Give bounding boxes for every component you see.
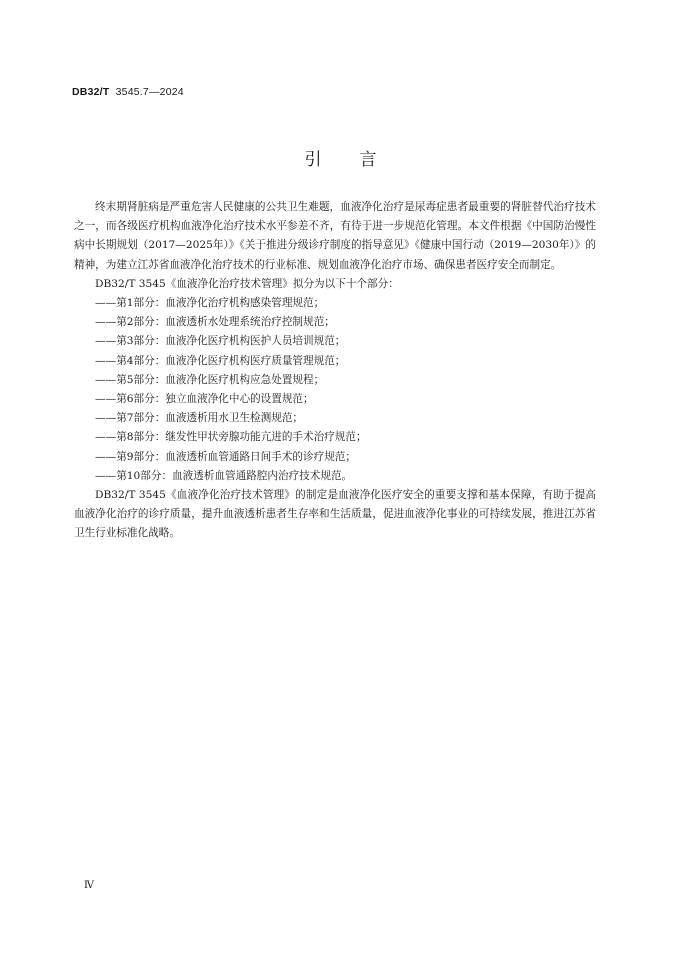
standard-code-prefix: DB32/T	[72, 86, 110, 98]
list-item-part-8: ——第8部分：继发性甲状旁腺功能亢进的手术治疗规范；	[95, 431, 367, 444]
list-item-part-6: ——第6部分：独立血液净化中心的设置规范；	[95, 393, 314, 406]
closing-paragraph: DB32/T 3545《血液净化治疗技术管理》的制定是血液净化医疗安全的重要支撑和基本保障，有助于提高血液净化治疗的诊疗质量，提升血液透析患者生存率和生活质量，促进血液净化事业的可持续发展，推进江苏省卫生行业标准化战略。	[74, 489, 596, 540]
page-number: Ⅳ	[84, 880, 94, 891]
list-item-part-4: ——第4部分：血液净化医疗机构医疗质量管理规范；	[95, 354, 346, 367]
list-item-part-5: ——第5部分：血液净化医疗机构应急处置规程；	[95, 373, 325, 386]
parts-intro-paragraph: DB32/T 3545《血液净化治疗技术管理》拟分为以下十个部分：	[95, 277, 399, 290]
standard-code-number: 3545.7—2024	[115, 86, 184, 98]
parts-list	[74, 294, 596, 486]
standard-code-header	[72, 86, 184, 98]
list-item-part-1: ——第1部分：血液净化治疗机构感染管理规范；	[95, 297, 325, 310]
intro-paragraph: 终末期肾脏病是严重危害人民健康的公共卫生难题，血液净化治疗是尿毒症患者最重要的肾脏替代治疗技术之一，而各级医疗机构血液净化治疗技术水平参差不齐，有待于进一步规范化管理。本文件根据《中国防治慢性病中长期规划（2017—2025年）》《关于推进分级诊疗制度的指导意见》《健康中国行动（2019—2030年）》的精神，为建立江苏省血液净化治疗技术的行业标准、规划血液净化治疗市场、确保患者医疗安全而制定。	[74, 201, 596, 271]
list-item-part-10: ——第10部分：血液透析血管通路腔内治疗技术规范。	[95, 469, 353, 482]
page-title: 引言	[304, 150, 415, 170]
list-item-part-2: ——第2部分：血液透析水处理系统治疗控制规范；	[95, 316, 335, 329]
document-body	[74, 198, 596, 544]
list-item-part-7: ——第7部分：血液透析用水卫生检测规范；	[95, 412, 304, 425]
list-item-part-3: ——第3部分：血液净化医疗机构医护人员培训规范；	[95, 335, 346, 348]
list-item-part-9: ——第9部分：血液透析血管通路日间手术的诊疗规范；	[95, 450, 356, 463]
